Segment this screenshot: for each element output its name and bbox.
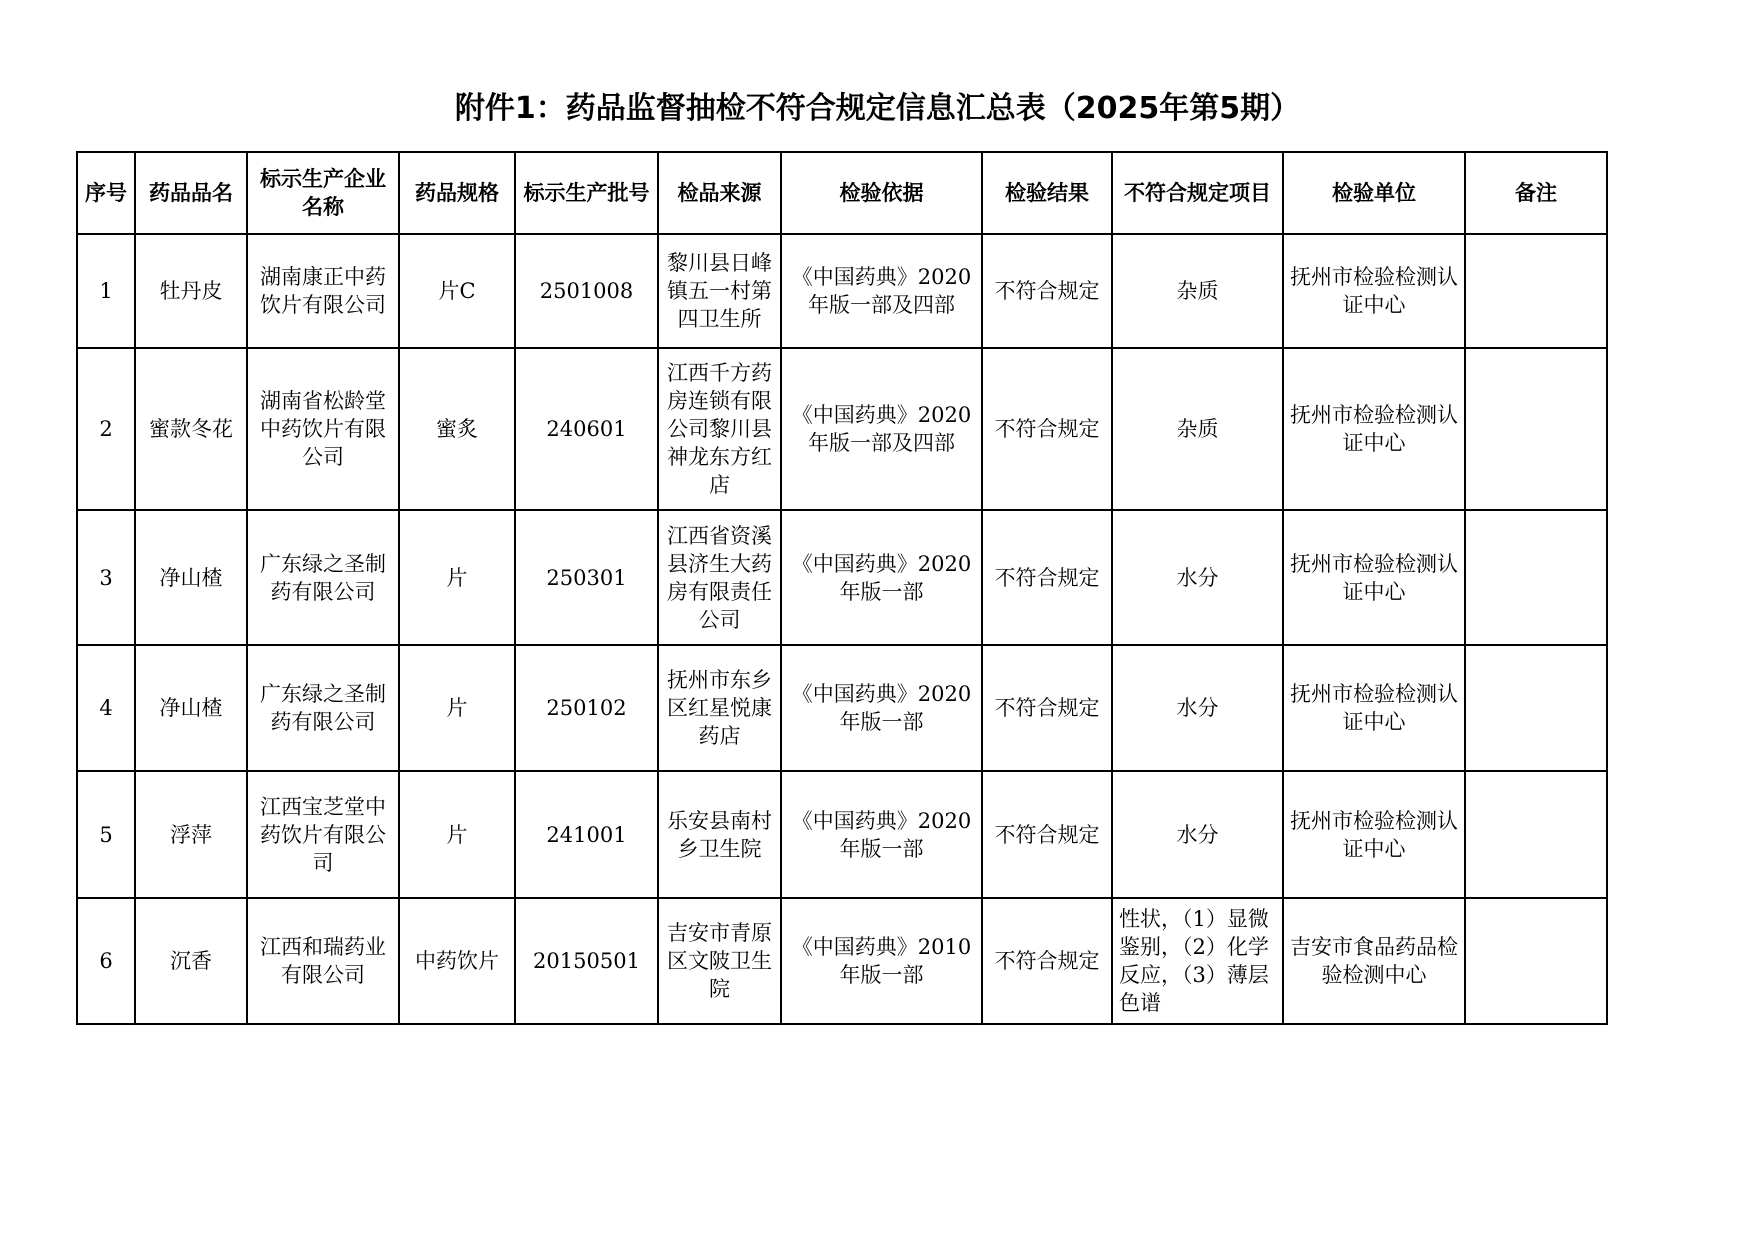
table-row [77,645,1607,771]
cell-nonconforming-items: 水分 [1112,510,1283,645]
header-test-result: 检验结果 [982,152,1112,234]
cell-batch-number: 250102 [515,645,658,771]
cell-serial: 4 [77,645,135,771]
table-row [77,771,1607,898]
header-serial: 序号 [77,152,135,234]
cell-manufacturer: 湖南省松龄堂中药饮片有限公司 [247,348,399,510]
cell-serial: 6 [77,898,135,1024]
cell-test-result: 不符合规定 [982,898,1112,1024]
cell-nonconforming-items: 性状，（1）显微鉴别，（2）化学反应，（3）薄层色谱 [1112,898,1283,1024]
cell-nonconforming-items: 杂质 [1112,234,1283,348]
cell-test-basis: 《中国药典》2020年版一部 [781,645,982,771]
cell-remarks [1465,348,1607,510]
header-nonconforming-items: 不符合规定项目 [1112,152,1283,234]
cell-batch-number: 2501008 [515,234,658,348]
header-row [77,152,1607,234]
cell-remarks [1465,645,1607,771]
cell-batch-number: 250301 [515,510,658,645]
cell-batch-number: 20150501 [515,898,658,1024]
cell-drug-name: 牡丹皮 [135,234,247,348]
cell-manufacturer: 广东绿之圣制药有限公司 [247,510,399,645]
cell-manufacturer: 江西宝芝堂中药饮片有限公司 [247,771,399,898]
cell-remarks [1465,510,1607,645]
cell-specification: 片 [399,510,515,645]
cell-test-unit: 抚州市检验检测认证中心 [1283,645,1465,771]
cell-remarks [1465,898,1607,1024]
header-sample-source: 检品来源 [658,152,781,234]
cell-test-unit: 抚州市检验检测认证中心 [1283,510,1465,645]
header-specification: 药品规格 [399,152,515,234]
results-table [76,151,1608,1025]
table-row [77,234,1607,348]
cell-manufacturer: 江西和瑞药业有限公司 [247,898,399,1024]
cell-nonconforming-items: 杂质 [1112,348,1283,510]
table-row [77,898,1607,1024]
cell-test-unit: 抚州市检验检测认证中心 [1283,234,1465,348]
cell-serial: 2 [77,348,135,510]
cell-manufacturer: 广东绿之圣制药有限公司 [247,645,399,771]
cell-test-result: 不符合规定 [982,771,1112,898]
cell-test-result: 不符合规定 [982,510,1112,645]
cell-drug-name: 浮萍 [135,771,247,898]
cell-specification: 中药饮片 [399,898,515,1024]
header-drug-name: 药品品名 [135,152,247,234]
cell-test-unit: 吉安市食品药品检验检测中心 [1283,898,1465,1024]
cell-drug-name: 净山楂 [135,510,247,645]
cell-serial: 3 [77,510,135,645]
cell-test-basis: 《中国药典》2020年版一部及四部 [781,348,982,510]
cell-nonconforming-items: 水分 [1112,771,1283,898]
cell-batch-number: 241001 [515,771,658,898]
cell-test-unit: 抚州市检验检测认证中心 [1283,771,1465,898]
cell-batch-number: 240601 [515,348,658,510]
cell-specification: 片C [399,234,515,348]
cell-serial: 5 [77,771,135,898]
cell-sample-source: 乐安县南村乡卫生院 [658,771,781,898]
header-remarks: 备注 [1465,152,1607,234]
cell-nonconforming-items: 水分 [1112,645,1283,771]
cell-test-result: 不符合规定 [982,645,1112,771]
cell-specification: 片 [399,645,515,771]
cell-test-unit: 抚州市检验检测认证中心 [1283,348,1465,510]
cell-drug-name: 沉香 [135,898,247,1024]
cell-remarks [1465,771,1607,898]
cell-manufacturer: 湖南康正中药饮片有限公司 [247,234,399,348]
cell-sample-source: 江西省资溪县济生大药房有限责任公司 [658,510,781,645]
cell-test-basis: 《中国药典》2020年版一部 [781,771,982,898]
document-title: 附件1：药品监督抽检不符合规定信息汇总表（2025年第5期） [454,91,1301,126]
cell-drug-name: 净山楂 [135,645,247,771]
cell-test-basis: 《中国药典》2010年版一部 [781,898,982,1024]
cell-sample-source: 抚州市东乡区红星悦康药店 [658,645,781,771]
cell-specification: 片 [399,771,515,898]
header-batch-number: 标示生产批号 [515,152,658,234]
cell-test-result: 不符合规定 [982,348,1112,510]
cell-remarks [1465,234,1607,348]
cell-specification: 蜜炙 [399,348,515,510]
table-row [77,348,1607,510]
cell-test-basis: 《中国药典》2020年版一部及四部 [781,234,982,348]
cell-sample-source: 吉安市青原区文陂卫生院 [658,898,781,1024]
header-test-basis: 检验依据 [781,152,982,234]
header-test-unit: 检验单位 [1283,152,1465,234]
header-manufacturer: 标示生产企业名称 [247,152,399,234]
cell-test-basis: 《中国药典》2020年版一部 [781,510,982,645]
cell-sample-source: 江西千方药房连锁有限公司黎川县神龙东方红店 [658,348,781,510]
cell-serial: 1 [77,234,135,348]
cell-test-result: 不符合规定 [982,234,1112,348]
table-row [77,510,1607,645]
cell-drug-name: 蜜款冬花 [135,348,247,510]
cell-sample-source: 黎川县日峰镇五一村第四卫生所 [658,234,781,348]
